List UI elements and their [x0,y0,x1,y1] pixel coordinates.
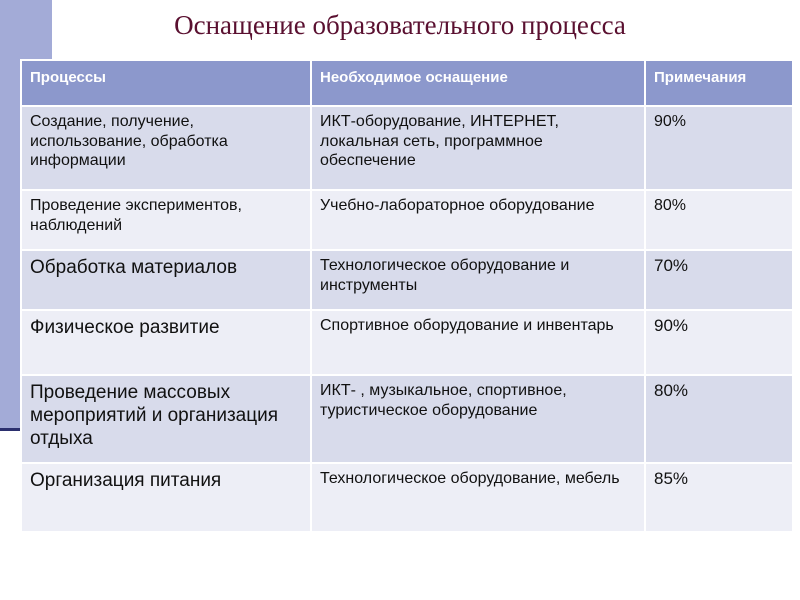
header-notes: Примечания [645,60,793,106]
table-row [21,310,793,375]
equipment-cell: Технологическое оборудование и инструменты [311,250,645,310]
table-header-row [21,60,793,106]
table-row [21,463,793,532]
equipment-table [20,59,794,533]
note-cell: 85% [645,463,793,532]
equipment-cell: ИКТ-оборудование, ИНТЕРНЕТ, локальная сеть, программное обеспечение [311,106,645,190]
equipment-cell: ИКТ- , музыкальное, спортивное, туристическое оборудование [311,375,645,463]
note-cell: 80% [645,190,793,250]
process-cell: Обработка материалов [21,250,311,310]
equipment-cell: Спортивное оборудование и инвентарь [311,310,645,375]
table-row [21,250,793,310]
note-cell: 90% [645,310,793,375]
process-cell: Проведение массовых мероприятий и организация отдыха [21,375,311,463]
note-cell: 80% [645,375,793,463]
equipment-cell: Учебно-лабораторное оборудование [311,190,645,250]
table-row [21,375,793,463]
table-row [21,106,793,190]
process-cell: Проведение экспериментов, наблюдений [21,190,311,250]
table-row [21,190,793,250]
note-cell: 70% [645,250,793,310]
process-cell: Организация питания [21,463,311,532]
process-cell: Физическое развитие [21,310,311,375]
process-cell: Создание, получение, использование, обработка информации [21,106,311,190]
header-equipment: Необходимое оснащение [311,60,645,106]
slide-title: Оснащение образовательного процесса [174,10,626,40]
header-processes: Процессы [21,60,311,106]
equipment-cell: Технологическое оборудование, мебель [311,463,645,532]
note-cell: 90% [645,106,793,190]
